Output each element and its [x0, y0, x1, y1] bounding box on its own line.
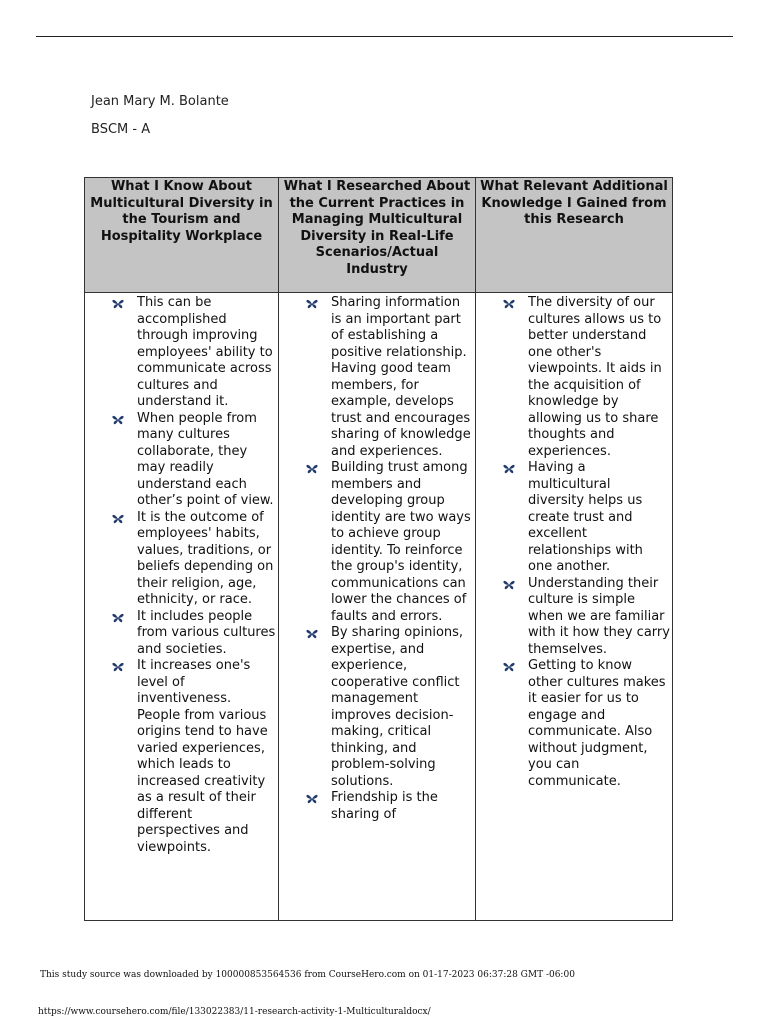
header-row	[85, 178, 673, 293]
list-item-text: When people from many cultures collaborate, they may readily understand each other’s point of view.	[137, 410, 274, 508]
butterfly-icon	[306, 629, 318, 639]
list-item	[85, 295, 276, 411]
bullet-list	[279, 295, 473, 823]
butterfly-icon	[503, 662, 515, 672]
bullet-list	[476, 295, 670, 790]
list-item	[476, 658, 670, 790]
list-item	[85, 658, 276, 856]
list-item	[476, 295, 670, 460]
list-item-text: The diversity of our cultures allows us to better understand one other's viewpoints. It aids in the acquisition of knowledge by allowing us to share thoughts and experiences.	[528, 295, 662, 459]
section-label: BSCM - A	[91, 122, 151, 137]
column-what-i-know	[85, 293, 279, 921]
list-item-text: It is the outcome of employees' habits, values, traditions, or beliefs depending on their religion, age, ethnicity, or race.	[137, 509, 274, 607]
butterfly-icon	[112, 415, 124, 425]
list-item-text: Understanding their culture is simple when we are familiar with it how they carry themselves.	[528, 575, 670, 657]
list-item	[85, 609, 276, 659]
list-item-text: Having a multicultural diversity helps us create trust and excellent relationships with one another.	[528, 460, 643, 574]
source-url: https://www.coursehero.com/file/133022383/11-research-activity-1-Multiculturaldocx/	[38, 1007, 431, 1017]
list-item-text: Sharing information is an important part of establishing a positive relationship. Having good team members, for example, develops trust and encourages sharing of knowledge and experiences.	[331, 295, 471, 459]
list-item-text: Friendship is the sharing of	[331, 790, 438, 822]
header-additional-knowledge: What Relevant Additional Knowledge I Gained from this Research	[476, 178, 673, 293]
header-what-i-researched: What I Researched About the Current Practices in Managing Multicultural Diversity in Real-Life Scenarios/Actual Industry	[279, 178, 476, 293]
butterfly-icon	[112, 662, 124, 672]
list-item	[279, 295, 473, 460]
list-item-text: Building trust among members and developing group identity are two ways to achieve group identity. To reinforce the group's identity, communications can lower the chances of faults and errors.	[331, 460, 471, 624]
list-item	[85, 510, 276, 609]
bullet-list	[85, 295, 276, 856]
butterfly-icon	[112, 514, 124, 524]
list-item	[85, 411, 276, 510]
butterfly-icon	[306, 464, 318, 474]
author-name: Jean Mary M. Bolante	[91, 94, 229, 109]
header-what-i-know: What I Know About Multicultural Diversity in the Tourism and Hospitality Workplace	[85, 178, 279, 293]
list-item-text: It includes people from various cultures and societies.	[137, 608, 276, 657]
list-item-text: By sharing opinions, expertise, and experience, cooperative conflict management improves decision-making, critical thinking, and problem-solving solutions.	[331, 625, 464, 789]
butterfly-icon	[112, 299, 124, 309]
butterfly-icon	[112, 613, 124, 623]
butterfly-icon	[306, 794, 318, 804]
butterfly-icon	[503, 464, 515, 474]
research-table	[84, 177, 673, 921]
list-item	[476, 576, 670, 659]
table-row	[85, 293, 673, 921]
butterfly-icon	[503, 580, 515, 590]
top-rule	[36, 36, 733, 37]
list-item-text: Getting to know other cultures makes it easier for us to engage and communicate. Also without judgment, you can communicate.	[528, 658, 666, 789]
butterfly-icon	[503, 299, 515, 309]
list-item	[279, 460, 473, 625]
list-item	[279, 625, 473, 790]
list-item	[476, 460, 670, 576]
butterfly-icon	[306, 299, 318, 309]
column-additional-knowledge	[476, 293, 673, 921]
download-notice: This study source was downloaded by 100000853564536 from CourseHero.com on 01-17-2023 06:37:28 GMT -06:00	[40, 970, 575, 980]
list-item-text: This can be accomplished through improving employees' ability to communicate across cultures and understand it.	[137, 295, 273, 409]
list-item-text: It increases one's level of inventiveness. People from various origins tend to have varied experiences, which leads to increased creativity as a result of their different perspectives and viewpoints.	[137, 658, 268, 855]
list-item	[279, 790, 473, 823]
column-what-i-researched	[279, 293, 476, 921]
